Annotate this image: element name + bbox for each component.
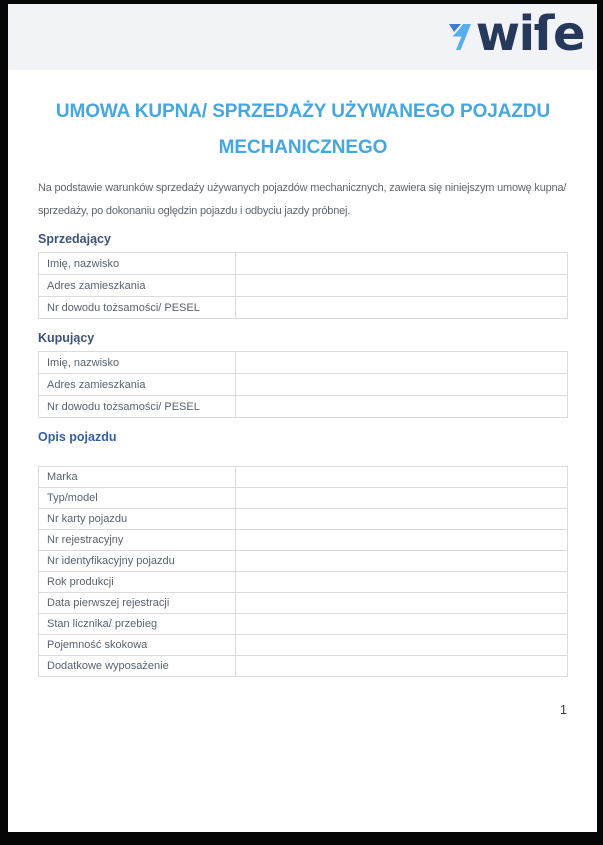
field-label: Imię, nazwisko: [39, 352, 236, 374]
table-row: [39, 396, 568, 418]
document-content: [8, 94, 597, 717]
field-label: Marka: [39, 467, 236, 488]
title-line-2: MECHANICZNEGO: [218, 137, 388, 158]
field-label: Nr rejestracyjny: [39, 530, 236, 551]
field-label: Typ/model: [39, 488, 236, 509]
intro-paragraph: [38, 177, 568, 223]
table-row: [39, 352, 568, 374]
field-label: Adres zamieszkania: [39, 374, 236, 396]
field-value-cell: [236, 297, 568, 319]
table-row: [39, 467, 568, 488]
field-value-cell: [236, 530, 568, 551]
field-label: Rok produkcji: [39, 572, 236, 593]
buyer-heading: Kupujący: [38, 331, 95, 345]
field-value-cell: [236, 572, 568, 593]
field-value-cell: [236, 352, 568, 374]
table-row: [39, 530, 568, 551]
field-label: Imię, nazwisko: [39, 253, 236, 275]
table-row: [39, 374, 568, 396]
document-page: [8, 4, 597, 832]
field-value-cell: [236, 551, 568, 572]
field-label: Dodatkowe wyposażenie: [39, 656, 236, 677]
field-label: Data pierwszej rejestracji: [39, 593, 236, 614]
field-value-cell: [236, 253, 568, 275]
field-label: Nr dowodu tożsamości/ PESEL: [39, 297, 236, 319]
field-value-cell: [236, 635, 568, 656]
field-value-cell: [236, 656, 568, 677]
table-row: [39, 297, 568, 319]
table-row: [39, 635, 568, 656]
field-value-cell: [236, 614, 568, 635]
title-line-1: UMOWA KUPNA/ SPRZEDAŻY UŻYWANEGO POJAZDU: [55, 101, 551, 122]
vehicle-table: [38, 466, 568, 677]
table-row: [39, 488, 568, 509]
page-number: 1: [560, 703, 567, 717]
field-label: Nr identyfikacyjny pojazdu: [39, 551, 236, 572]
intro-line-1: Na podstawie warunków sprzedaży używanych pojazdów mechanicznych, zawiera się niniejszym umowę kupna/: [38, 182, 567, 194]
field-label: Adres zamieszkania: [39, 275, 236, 297]
table-row: [39, 656, 568, 677]
field-label: Nr dowodu tożsamości/ PESEL: [39, 396, 236, 418]
table-row: [39, 275, 568, 297]
field-value-cell: [236, 593, 568, 614]
vehicle-heading: Opis pojazdu: [38, 430, 117, 444]
table-row: [39, 253, 568, 275]
field-value-cell: [236, 374, 568, 396]
wise-wordmark: wiſe: [475, 6, 584, 62]
field-value-cell: [236, 467, 568, 488]
field-value-cell: [236, 509, 568, 530]
table-row: [39, 551, 568, 572]
field-value-cell: [236, 396, 568, 418]
field-label: Pojemność skokowa: [39, 635, 236, 656]
document-title: [38, 94, 568, 166]
header-band: [8, 4, 597, 70]
buyer-table: [38, 351, 568, 418]
field-value-cell: [236, 488, 568, 509]
wise-logo: [448, 6, 584, 62]
wise-flag-icon: [448, 23, 472, 52]
field-label: Nr karty pojazdu: [39, 509, 236, 530]
seller-heading: Sprzedający: [38, 232, 111, 246]
field-label: Stan licznika/ przebieg: [39, 614, 236, 635]
table-row: [39, 614, 568, 635]
table-row: [39, 509, 568, 530]
table-row: [39, 593, 568, 614]
field-value-cell: [236, 275, 568, 297]
seller-table: [38, 252, 568, 319]
intro-line-2: sprzedaży, po dokonaniu oględzin pojazdu i odbyciu jazdy próbnej.: [38, 205, 351, 217]
table-row: [39, 572, 568, 593]
